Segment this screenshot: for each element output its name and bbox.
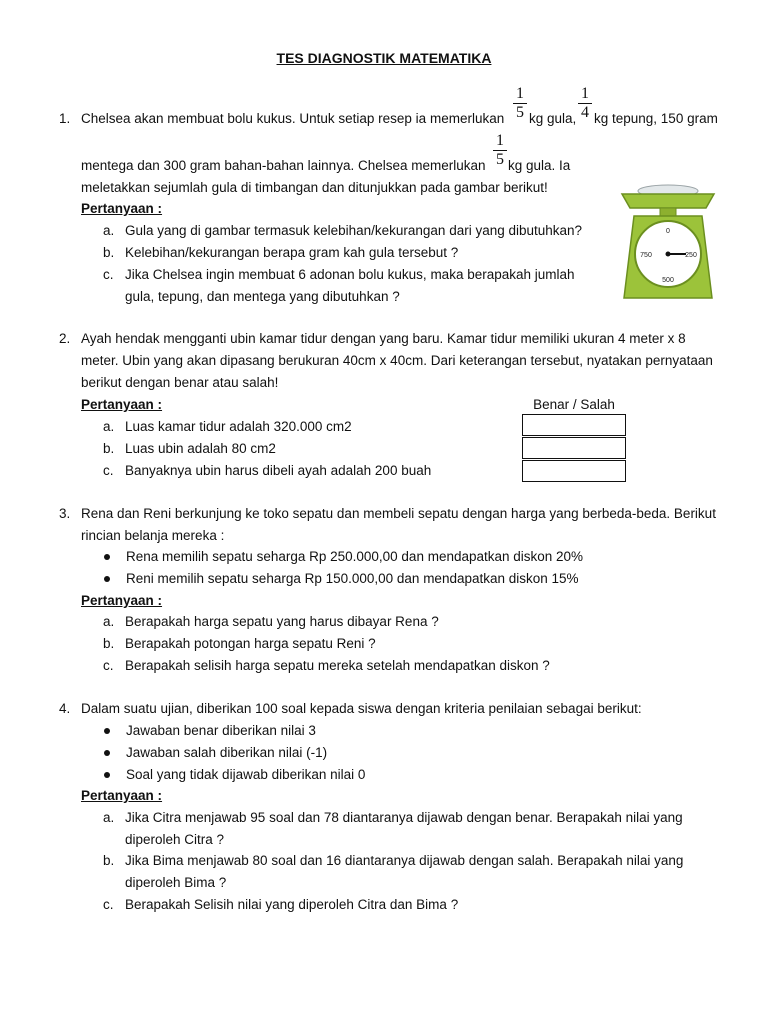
numerator: 1: [496, 132, 504, 149]
item-mark: b.: [103, 245, 115, 260]
item-mark: b.: [103, 853, 115, 868]
bullet-icon: [104, 554, 110, 560]
item-mark: c.: [103, 267, 114, 282]
item-mark: a.: [103, 223, 115, 238]
scale-bowl: [622, 194, 714, 208]
fraction: [493, 133, 507, 168]
item-text: Jika Bima menjawab 80 soal dan 16 diantaranya dijawab dengan salah. Berapakah nilai yang: [125, 853, 684, 868]
item-mark: a.: [103, 810, 115, 825]
item-text: diperoleh Citra ?: [125, 832, 225, 847]
document-title: TES DIAGNOSTIK MATEMATIKA: [276, 50, 492, 66]
bullet-text: Soal yang tidak dijawab diberikan nilai 0: [126, 767, 366, 782]
question-number: 3.: [59, 506, 71, 521]
denominator: 4: [581, 104, 589, 121]
denominator: 5: [516, 104, 524, 121]
kitchen-scale-image: [618, 180, 718, 302]
question-label: Pertanyaan :: [81, 788, 163, 803]
item-text: diperoleh Bima ?: [125, 875, 227, 890]
answer-box[interactable]: [522, 437, 626, 459]
dial-label-0: 0: [666, 228, 670, 235]
item-text: Jika Citra menjawab 95 soal dan 78 diantaranya dijawab dengan benar. Berapakah nilai yang: [125, 810, 683, 825]
item-mark: c.: [103, 897, 114, 912]
question-text: kg gula,: [529, 111, 577, 126]
item-mark: b.: [103, 441, 115, 456]
item-text: Berapakah harga sepatu yang harus dibayar Rena ?: [125, 614, 439, 629]
question-text: Ayah hendak mengganti ubin kamar tidur dengan yang baru. Kamar tidur memiliki ukuran 4 meter x 8: [81, 331, 686, 346]
question-number: 1.: [59, 111, 71, 126]
bullet-text: Jawaban benar diberikan nilai 3: [126, 723, 316, 738]
question-label: Pertanyaan :: [81, 201, 163, 216]
question-text: rincian belanja mereka :: [81, 528, 225, 543]
question-text: meletakkan sejumlah gula di timbangan dan ditunjukkan pada gambar berikut!: [81, 180, 548, 195]
item-mark: a.: [103, 614, 115, 629]
item-text: Gula yang di gambar termasuk kelebihan/kekurangan dari yang dibutuhkan?: [125, 223, 583, 238]
question-text: berikut dengan benar atau salah!: [81, 375, 279, 390]
item-text: Kelebihan/kekurangan berapa gram kah gula tersebut ?: [125, 245, 459, 260]
question-number: 2.: [59, 331, 71, 346]
item-mark: c.: [103, 658, 114, 673]
numerator: 1: [516, 85, 524, 102]
question-text: Dalam suatu ujian, diberikan 100 soal kepada siswa dengan kriteria penilaian sebagai berikut:: [81, 701, 642, 716]
item-text: gula, tepung, dan mentega yang dibutuhkan ?: [125, 289, 400, 304]
scale-neck: [660, 208, 676, 216]
dial-pivot: [666, 252, 671, 257]
question-text: meter. Ubin yang akan dipasang berukuran 40cm x 40cm. Dari keterangan tersebut, nyatakan pernyataan: [81, 353, 713, 368]
item-text: Berapakah potongan harga sepatu Reni ?: [125, 636, 376, 651]
item-text: Luas ubin adalah 80 cm2: [125, 441, 276, 456]
item-mark: b.: [103, 636, 115, 651]
fraction: [513, 86, 527, 121]
answer-table-header: Benar / Salah: [533, 397, 615, 412]
item-text: Jika Chelsea ingin membuat 6 adonan bolu kukus, maka berapakah jumlah: [125, 267, 575, 282]
question-text: mentega dan 300 gram bahan-bahan lainnya. Chelsea memerlukan: [81, 158, 486, 173]
question-text: kg tepung, 150 gram: [594, 111, 718, 126]
question-text: Chelsea akan membuat bolu kukus. Untuk setiap resep ia memerlukan: [81, 111, 505, 126]
item-mark: a.: [103, 419, 115, 434]
bullet-icon: [104, 750, 110, 756]
item-text: Banyaknya ubin harus dibeli ayah adalah 200 buah: [125, 463, 432, 478]
bullet-icon: [104, 728, 110, 734]
item-mark: c.: [103, 463, 114, 478]
fraction: [578, 86, 592, 121]
dial-label-250: 250: [685, 252, 697, 259]
answer-box[interactable]: [522, 414, 626, 436]
denominator: 5: [496, 151, 504, 168]
question-label: Pertanyaan :: [81, 593, 163, 608]
item-text: Luas kamar tidur adalah 320.000 cm2: [125, 419, 352, 434]
bullet-icon: [104, 576, 110, 582]
question-number: 4.: [59, 701, 71, 716]
item-text: Berapakah selisih harga sepatu mereka setelah mendapatkan diskon ?: [125, 658, 550, 673]
numerator: 1: [581, 85, 589, 102]
dial-label-750: 750: [640, 252, 652, 259]
item-text: Berapakah Selisih nilai yang diperoleh Citra dan Bima ?: [125, 897, 459, 912]
question-label: Pertanyaan :: [81, 397, 163, 412]
bullet-text: Reni memilih sepatu seharga Rp 150.000,00 dan mendapatkan diskon 15%: [126, 571, 579, 586]
bullet-icon: [104, 772, 110, 778]
bullet-text: Jawaban salah diberikan nilai (-1): [126, 745, 328, 760]
question-text: Rena dan Reni berkunjung ke toko sepatu dan membeli sepatu dengan harga yang berbeda-beda. Berikut: [81, 506, 716, 521]
question-text: kg gula. Ia: [508, 158, 571, 173]
dial-label-500: 500: [662, 277, 674, 284]
answer-box[interactable]: [522, 460, 626, 482]
bullet-text: Rena memilih sepatu seharga Rp 250.000,00 dan mendapatkan diskon 20%: [126, 549, 584, 564]
